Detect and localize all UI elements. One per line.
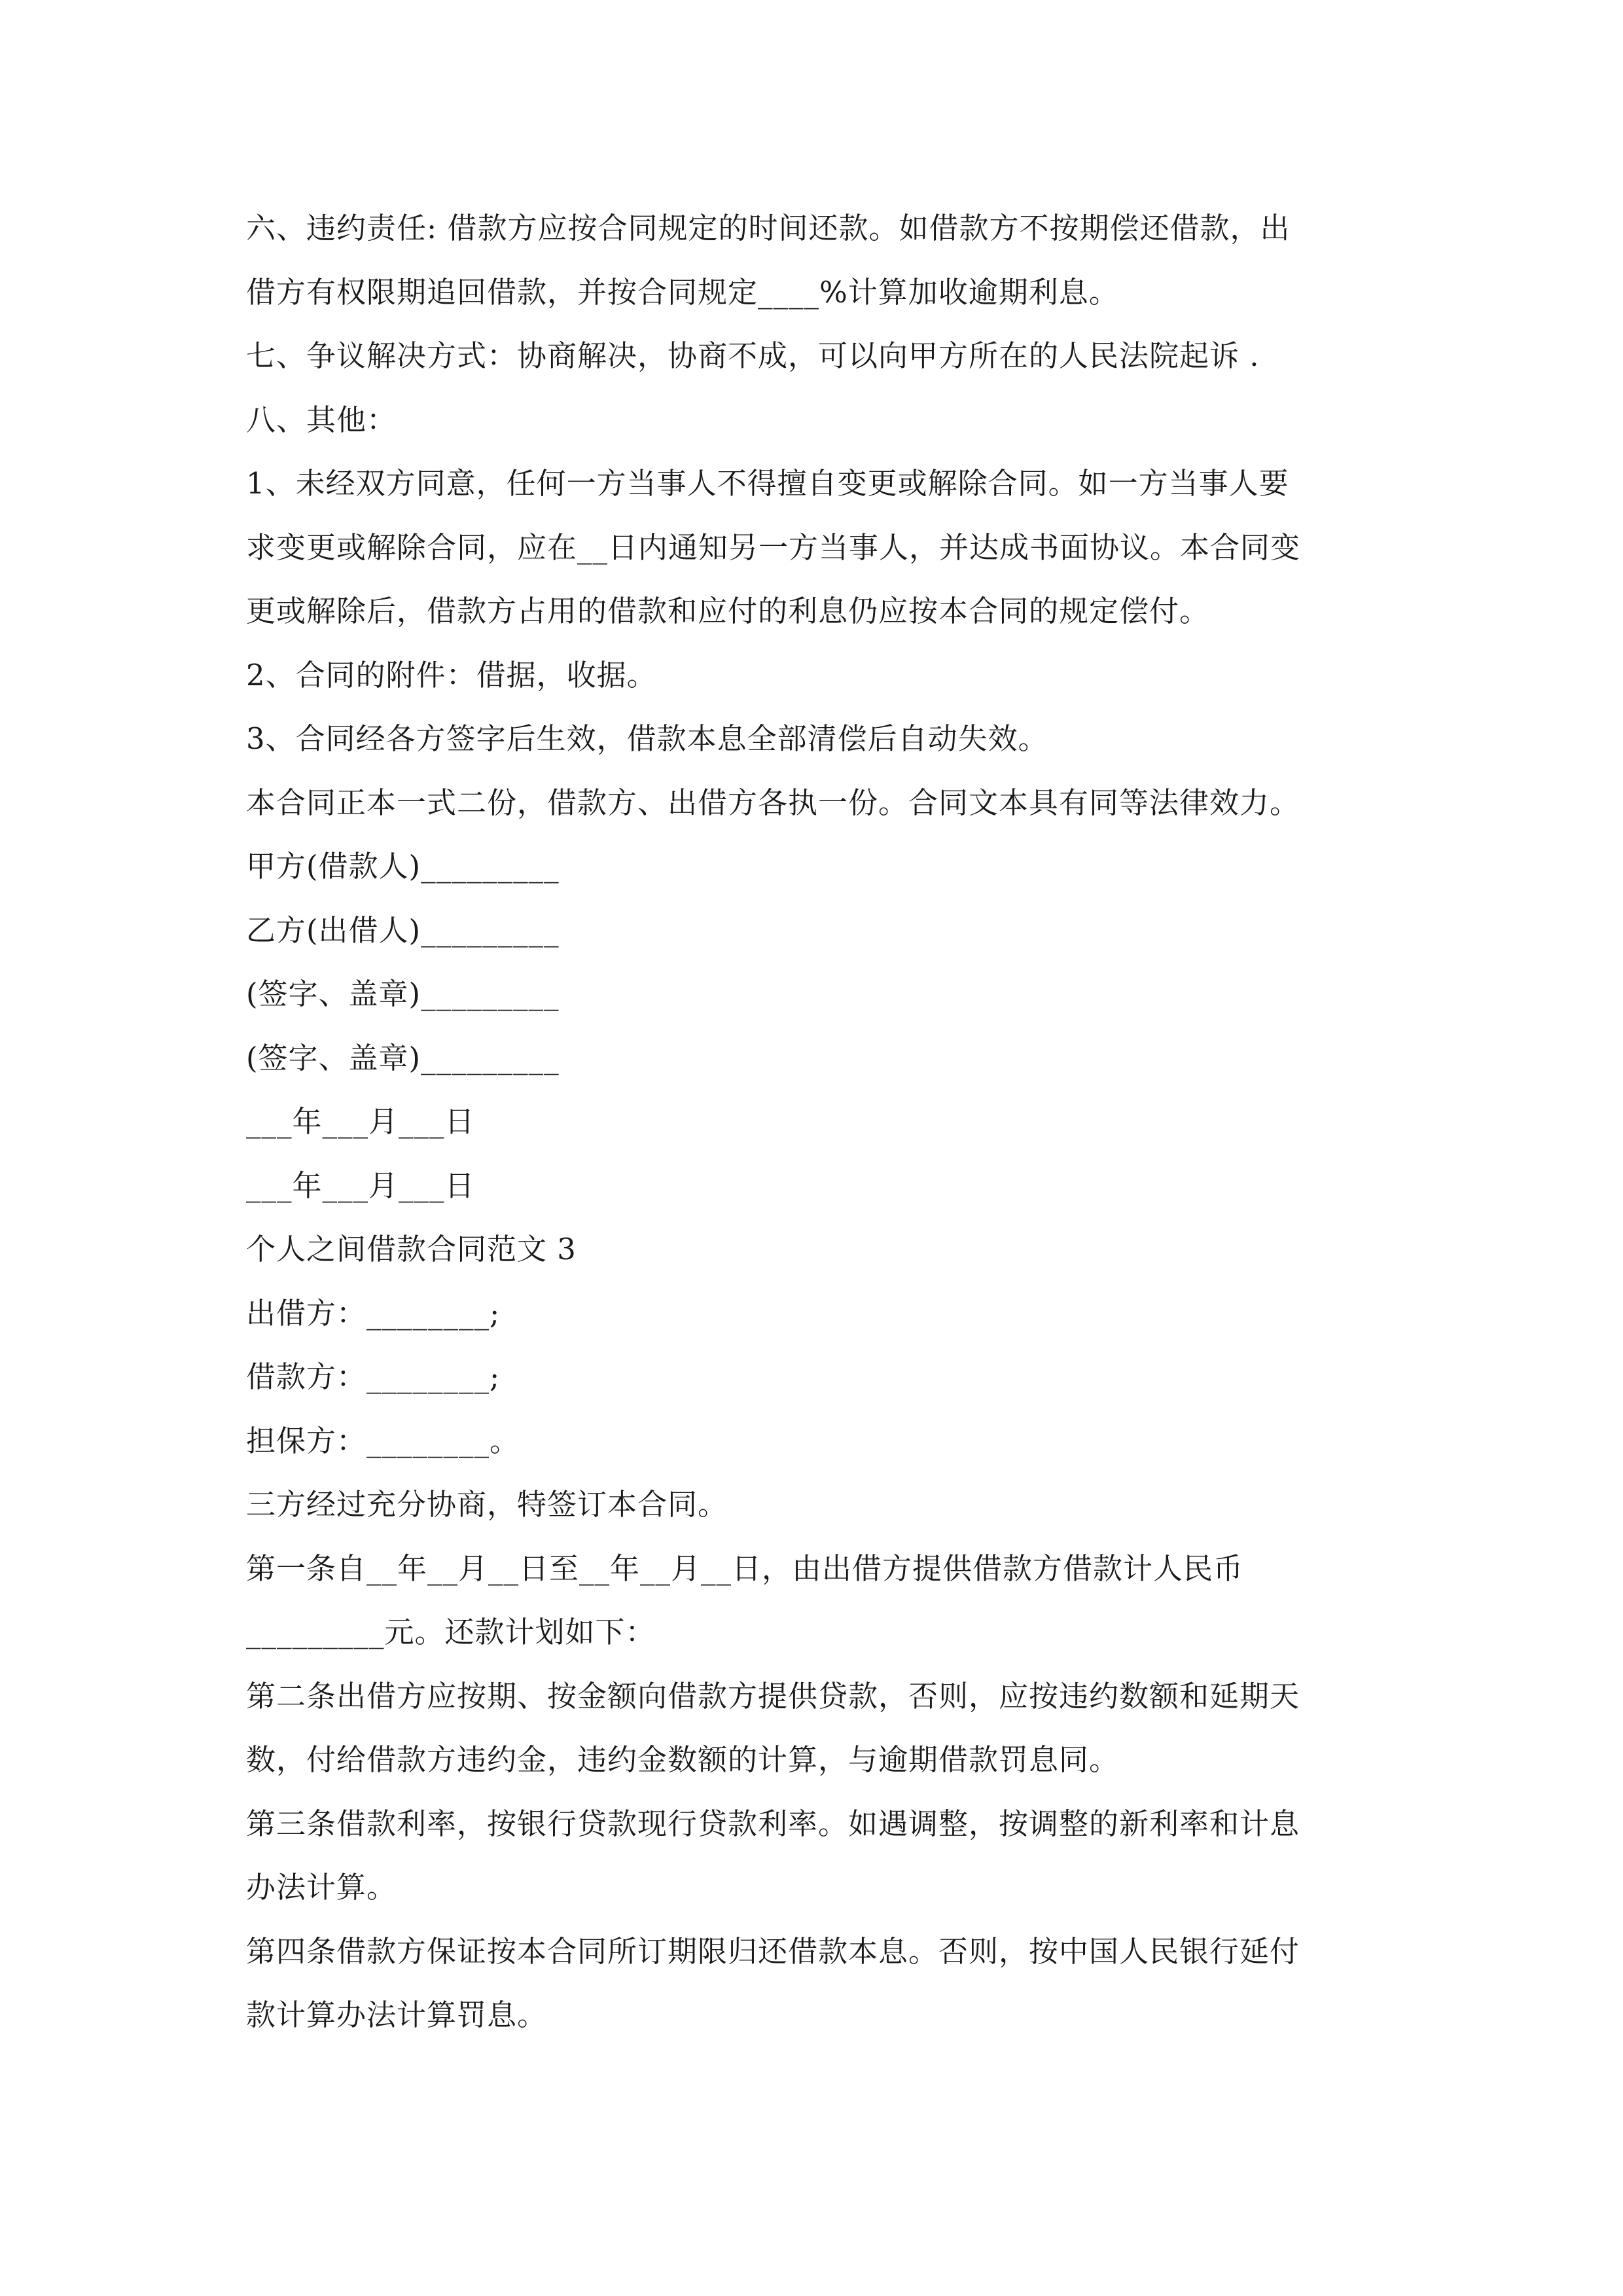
text-line: 第四条借款方保证按本合同所订期限归还借款本息。否则，按中国人民银行延付 [246,1933,1300,1969]
text-line: 2、合同的附件：借据，收据。 [246,657,657,692]
text-line: 1、未经双方同意，任何一方当事人不得擅自变更或解除合同。如一方当事人要 [246,466,1289,501]
section-title: 个人之间借款合同范文 3 [246,1232,577,1266]
text-line: 第二条出借方应按期、按金额向借款方提供贷款，否则，应按违约数额和延期天 [246,1678,1300,1713]
party-line: 出借方：________; [246,1295,501,1331]
text-line: 六、违约责任: 借款方应按合同规定的时间还款。如借款方不按期偿还借款，出 [246,211,1291,245]
text-line: 求变更或解除合同，应在__日内通知另一方当事人，并达成书面协议。本合同变 [246,529,1301,565]
text-line: 第一条自__年__月__日至__年__月__日，由出借方提供借款方借款计人民币 [246,1551,1244,1586]
text-line: 第三条借款利率，按银行贷款现行贷款利率。如遇调整，按调整的新利率和计息 [246,1806,1300,1841]
party-line: 担保方：________。 [246,1423,520,1458]
party-line: 借款方：________; [246,1359,501,1394]
text-line: 七、争议解决方式：协商解决，协商不成，可以向甲方所在的人民法院起诉 . [246,338,1260,373]
text-line: 八、其他： [246,402,397,437]
text-line: 借方有权限期追回借款，并按合同规定____%计算加收逾期利息。 [246,274,1119,310]
text-line: 三方经过充分协商，特签订本合同。 [246,1487,728,1522]
signature-line: (签字、盖章)_________ [246,1040,560,1075]
signature-line: (签字、盖章)_________ [246,977,560,1011]
signature-line: 乙方(出借人)_________ [246,912,560,948]
text-line: 款计算办法计算罚息。 [246,1998,548,2032]
text-line: 本合同正本一式二份，借款方、出借方各执一份。合同文本具有同等法律效力。 [246,785,1300,820]
text-line: 办法计算。 [246,1870,397,1905]
date-line: ___年___月___日 [246,1168,475,1203]
text-line: 更或解除后，借款方占用的借款和应付的利息仍应按本合同的规定偿付。 [246,594,1210,628]
signature-line: 甲方(借款人)_________ [246,849,560,884]
date-line: ___年___月___日 [246,1104,475,1139]
text-line: _________元。还款计划如下： [246,1615,656,1649]
text-line: 数，付给借款方违约金，违约金数额的计算，与逾期借款罚息同。 [246,1742,1120,1777]
document-body [246,196,1398,2047]
text-line: 3、合同经各方签字后生效，借款本息全部清偿后自动失效。 [246,721,1048,756]
